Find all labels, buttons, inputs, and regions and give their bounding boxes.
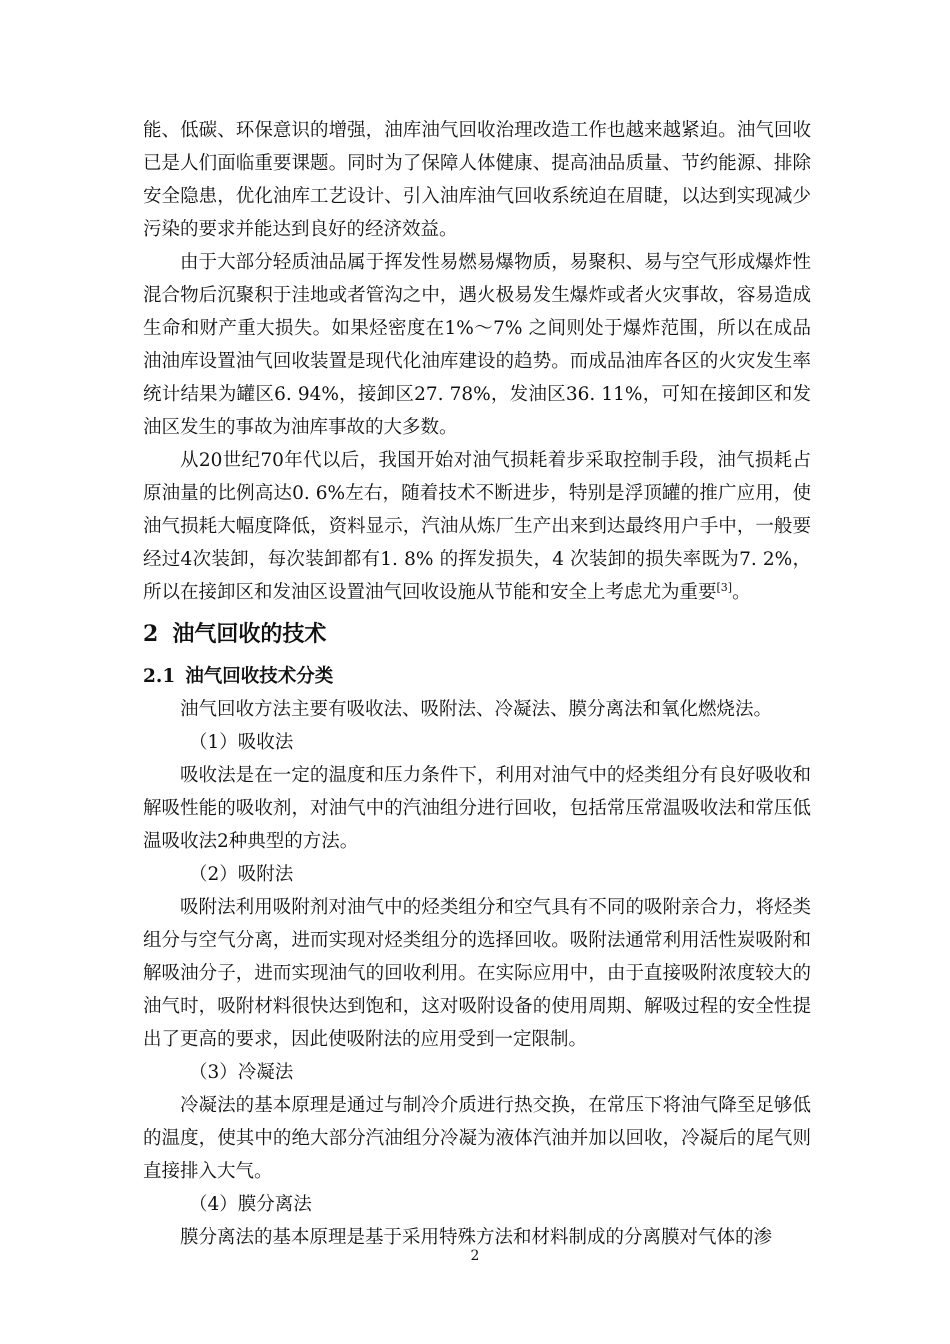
methods-overview: 油气回收方法主要有吸收法、吸附法、冷凝法、膜分离法和氧化燃烧法。 <box>180 699 773 720</box>
intro-paragraph-1: 能、低碳、环保意识的增强，油库油气回收治理改造工作也越来越紧迫。油气回收已是人们面临重要课题。同时为了保障人体健康、提高油品质量、节约能源、排除安全隐患，优化油库工艺设计、引入油库油气回收系统迫在眉睫，以达到实现减少污染的要求并能达到良好的经济效益。 <box>143 120 811 240</box>
intro-paragraph-3-text: 从20世纪70年代以后，我国开始对油气损耗着步采取控制手段，油气损耗占原油量的比例高达0. 6%左右，随着技术不断进步，特别是浮顶罐的推广应用，使油气损耗大幅度降低，资料显示，汽油从炼厂生产出来到达最终用户手中，一般要经过4次装卸，每次装卸都有1. 8% 的挥发损失，4 次装卸的损失率既为7. 2%，所以在接卸区和发油区设置油气回收设施从节能和安全上考虑尤为重要 <box>143 450 811 603</box>
citation-ref: [3] <box>716 580 733 594</box>
subsection-title: 油气回收技术分类 <box>185 666 334 687</box>
method-1-label: （1）吸收法 <box>189 732 294 753</box>
section-number: 2 <box>143 621 159 647</box>
method-4-text: 膜分离法的基本原理是基于采用特殊方法和材料制成的分离膜对气体的渗 <box>180 1227 773 1248</box>
section-title: 油气回收的技术 <box>172 621 327 647</box>
method-2-label: （2）吸附法 <box>189 864 294 885</box>
method-3-text: 冷凝法的基本原理是通过与制冷介质进行热交换，在常压下将油气降至足够低的温度，使其中的绝大部分汽油组分冷凝为液体汽油并加以回收，冷凝后的尾气则直接排入大气。 <box>143 1095 811 1182</box>
subsection-number: 2.1 <box>143 666 176 687</box>
method-3-label: （3）冷凝法 <box>189 1062 294 1083</box>
intro-section <box>143 114 811 609</box>
citation-tail: 。 <box>732 582 751 603</box>
method-1-text: 吸收法是在一定的温度和压力条件下，利用对油气中的烃类组分有良好吸收和解吸性能的吸收剂，对油气中的汽油组分进行回收，包括常压常温吸收法和常压低温吸收法2种典型的方法。 <box>143 765 811 852</box>
subsection-heading <box>143 664 333 690</box>
method-2-text: 吸附法利用吸附剂对油气中的烃类组分和空气具有不同的吸附亲合力，将烃类组分与空气分离，进而实现对烃类组分的选择回收。吸附法通常利用活性炭吸附和解吸油分子，进而实现油气的回收利用。在实际应用中，由于直接吸附浓度较大的油气时，吸附材料很快达到饱和，这对吸附设备的使用周期、解吸过程的安全性提出了更高的要求，因此使吸附法的应用受到一定限制。 <box>143 897 811 1050</box>
methods-section <box>143 693 811 1254</box>
section-heading <box>143 620 326 648</box>
method-4-label: （4）膜分离法 <box>189 1194 312 1215</box>
page-number: 2 <box>470 1248 480 1264</box>
intro-paragraph-3 <box>143 444 811 609</box>
intro-paragraph-2: 由于大部分轻质油品属于挥发性易燃易爆物质，易聚积、易与空气形成爆炸性混合物后沉聚积于洼地或者管沟之中，遇火极易发生爆炸或者火灾事故，容易造成生命和财产重大损失。如果烃密度在1%～7% 之间则处于爆炸范围，所以在成品油油库设置油气回收装置是现代化油库建设的趋势。而成品油库各区的火灾发生率统计结果为罐区6. 94%，接卸区27. 78%，发油区36. 11%，可知在接卸区和发油区发生的事故为油库事故的大多数。 <box>143 252 811 438</box>
